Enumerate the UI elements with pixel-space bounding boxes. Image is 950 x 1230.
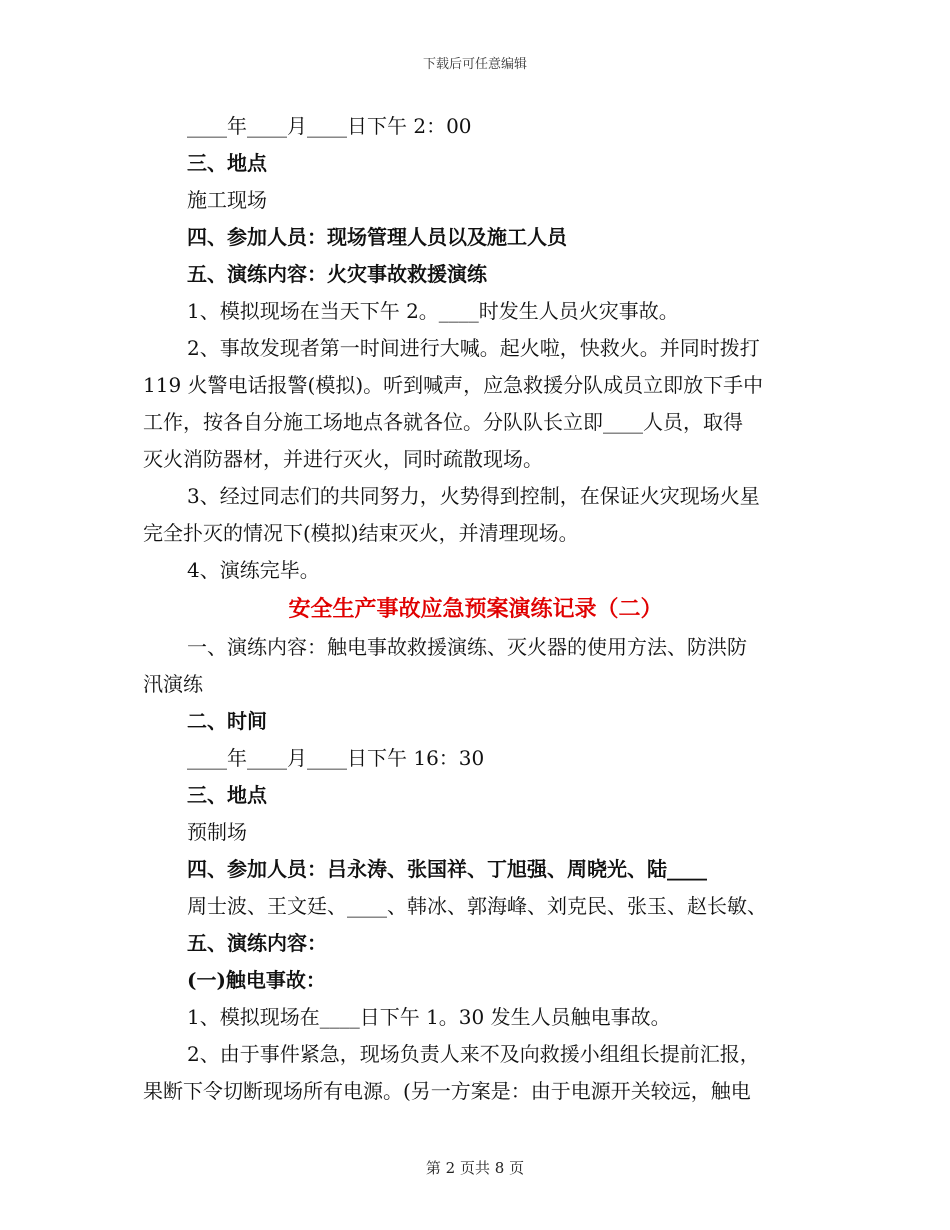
drill-content-line-2: 汛演练 bbox=[143, 672, 203, 696]
place-heading-2: 三、地点 bbox=[187, 783, 267, 807]
fire-item-2-line-1: 2、事故发现者第一时间进行大喊。起火啦，快救火。并同时拨打 bbox=[187, 336, 760, 360]
participants-cont: 周士波、王文廷、____、韩冰、郭海峰、刘克民、张玉、赵长敏、 bbox=[187, 894, 767, 918]
fire-item-4: 4、演练完毕。 bbox=[187, 558, 320, 582]
page-header: 下载后可任意编辑 bbox=[422, 57, 527, 72]
content-heading: 五、演练内容：火灾事故救援演练 bbox=[187, 262, 487, 286]
drill-content-line-1: 一、演练内容：触电事故救援演练、灭火器的使用方法、防洪防 bbox=[187, 635, 747, 659]
fire-item-1: 1、模拟现场在当天下午 2。____时发生人员火灾事故。 bbox=[187, 299, 679, 323]
sub-heading-electric: (一)触电事故： bbox=[187, 968, 326, 992]
time-heading: 二、时间 bbox=[187, 709, 267, 733]
time-value: ____年____月____日下午 2：00 bbox=[187, 114, 472, 138]
place-heading: 三、地点 bbox=[187, 151, 267, 175]
document-body bbox=[143, 108, 808, 1110]
fire-item-2-line-3: 工作，按各自分施工场地点各就各位。分队队长立即____人员，取得 bbox=[143, 410, 743, 434]
electric-item-1: 1、模拟现场在____日下午 1。30 发生人员触电事故。 bbox=[187, 1005, 671, 1029]
fire-item-2-line-4: 灭火消防器材，并进行灭火，同时疏散现场。 bbox=[143, 447, 543, 471]
time-value-2: ____年____月____日下午 16：30 bbox=[187, 746, 485, 770]
participants-line: 四、参加人员：现场管理人员以及施工人员 bbox=[187, 225, 567, 249]
content-heading-2: 五、演练内容： bbox=[187, 931, 327, 955]
page-footer: 第 2 页共 8 页 bbox=[425, 1159, 525, 1177]
fire-item-2-line-2: 119 火警电话报警(模拟)。听到喊声，应急救援分队成员立即放下手中 bbox=[143, 373, 764, 397]
electric-item-2-line-2: 果断下令切断现场所有电源。(另一方案是：由于电源开关较远，触电 bbox=[143, 1079, 751, 1103]
fire-item-3-line-1: 3、经过同志们的共同努力，火势得到控制，在保证火灾现场火星 bbox=[187, 484, 760, 508]
participants-line-2: 四、参加人员：吕永涛、张国祥、丁旭强、周晓光、陆____ bbox=[187, 857, 707, 881]
place-value: 施工现场 bbox=[187, 188, 267, 212]
fire-item-3-line-2: 完全扑灭的情况下(模拟)结束灭火，并清理现场。 bbox=[143, 521, 579, 545]
place-value-2: 预制场 bbox=[187, 820, 247, 844]
section-title: 安全生产事故应急预案演练记录（二） bbox=[288, 596, 663, 622]
electric-item-2-line-1: 2、由于事件紧急，现场负责人来不及向救援小组组长提前汇报， bbox=[187, 1042, 760, 1066]
